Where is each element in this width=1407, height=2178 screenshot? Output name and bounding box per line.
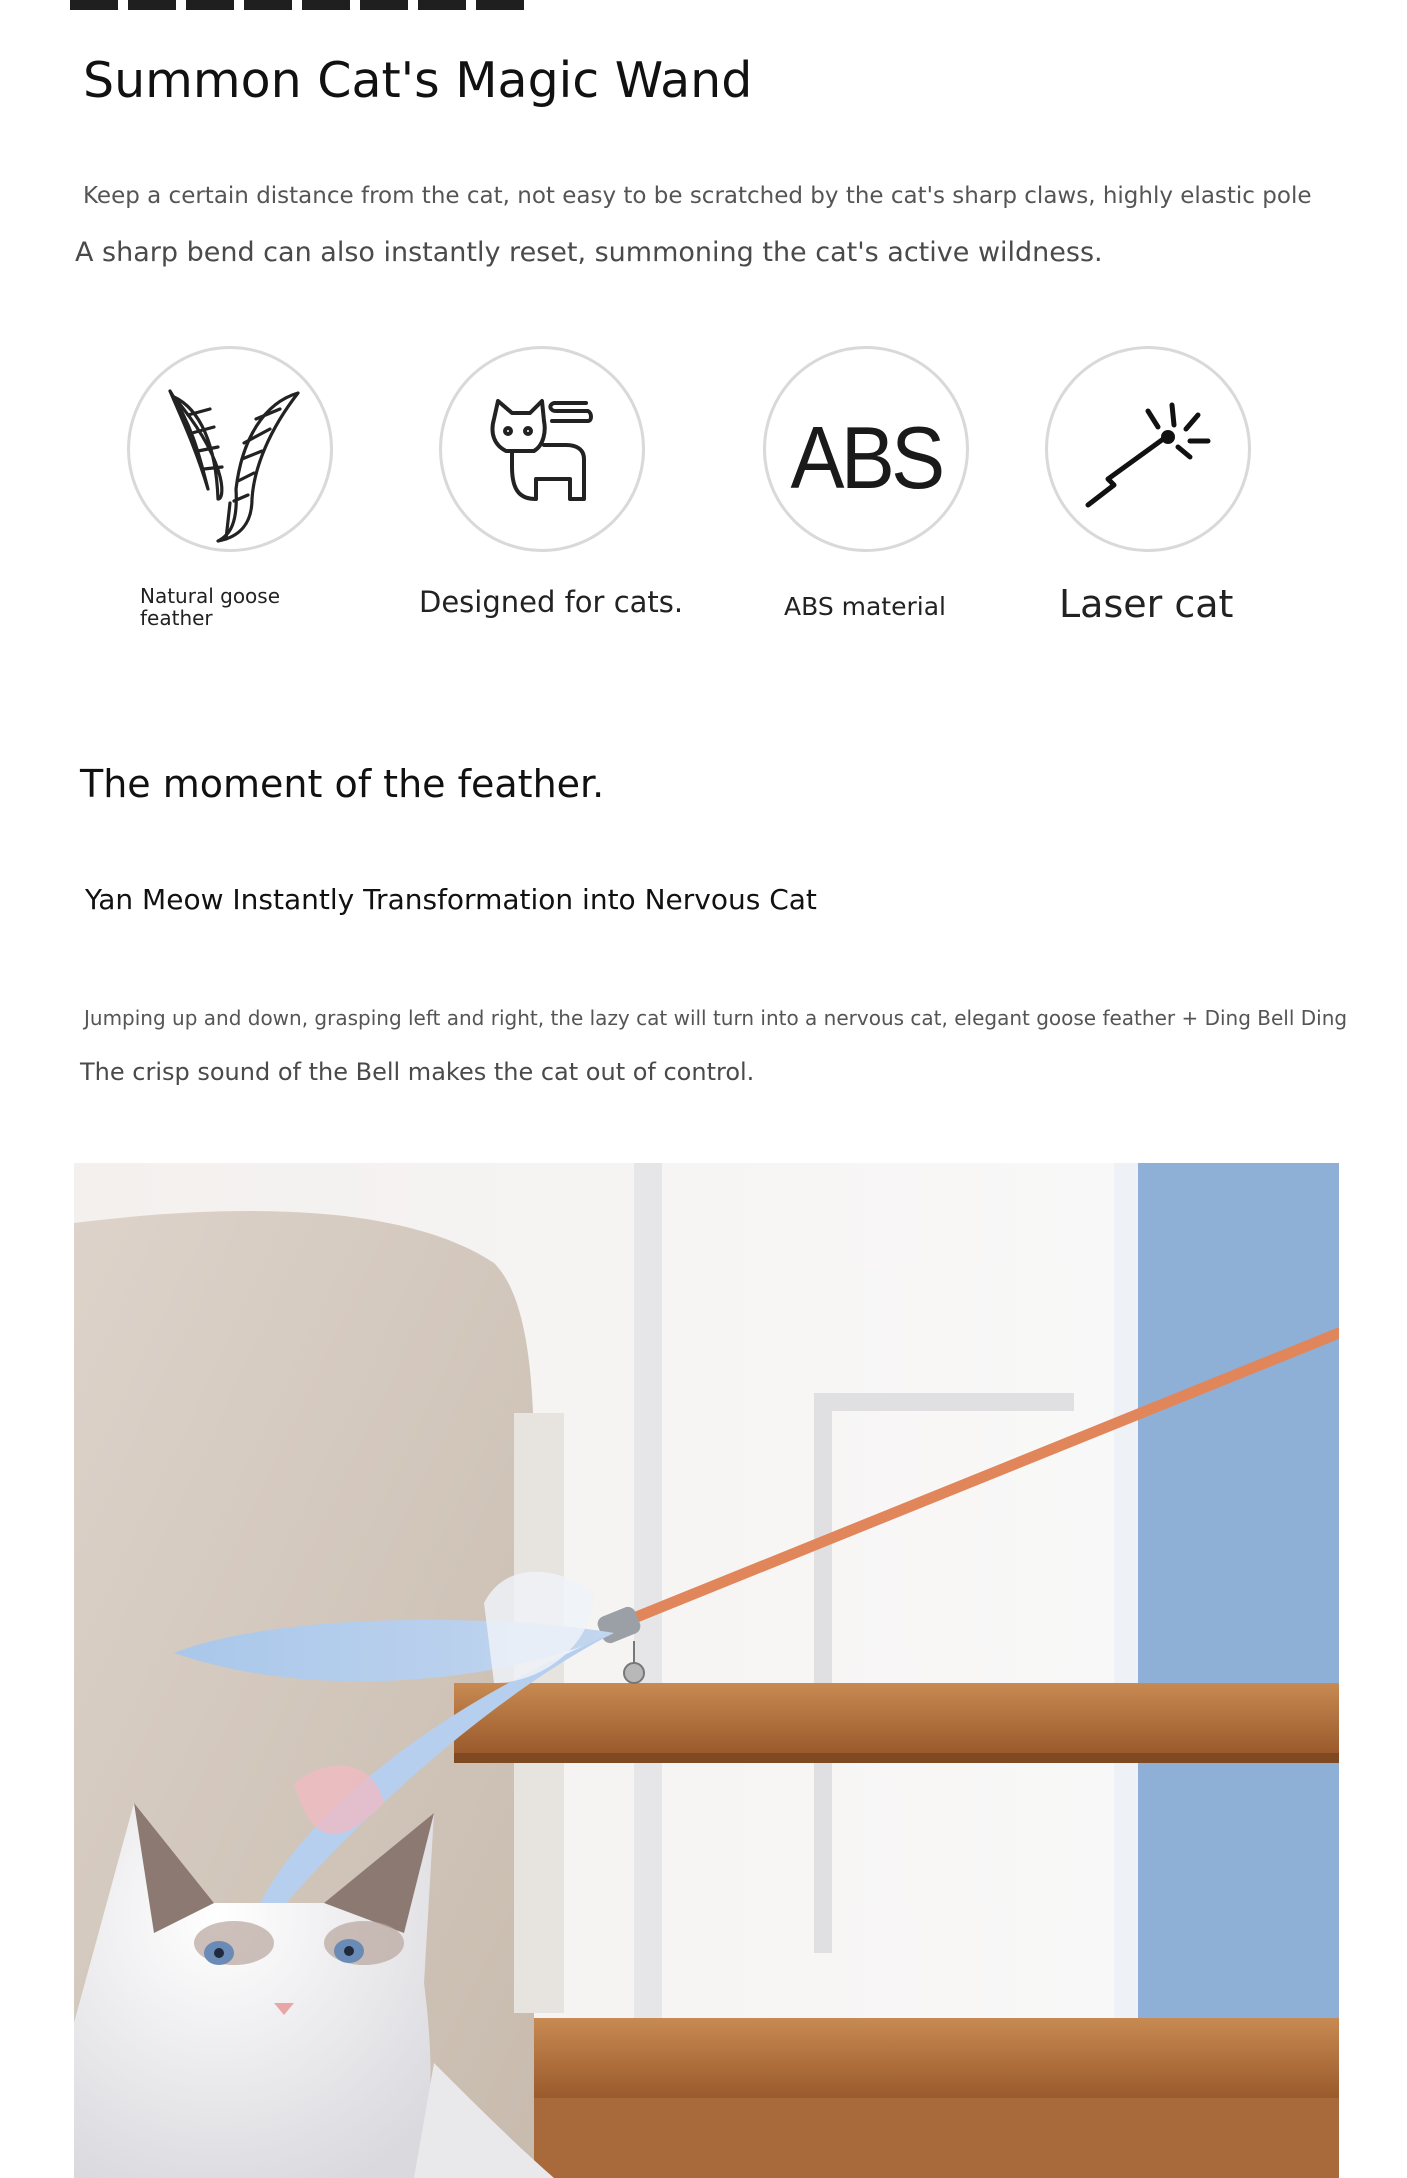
description-line-2: A sharp bend can also instantly reset, summoning the cat's active wildness. xyxy=(75,237,1103,268)
feature-feather xyxy=(127,346,333,552)
abs-icon: ABS xyxy=(790,408,942,507)
cat-playing-with-feather-wand-photo xyxy=(74,1163,1339,2178)
feature-label-abs: ABS material xyxy=(784,592,946,621)
description-line-1: Keep a certain distance from the cat, not easy to be scratched by the cat's sharp claws, highly elastic pole xyxy=(83,183,1312,209)
feature-label-feather: Natural goose feather xyxy=(140,584,281,630)
feature-label-laser: Laser cat xyxy=(1059,582,1234,626)
feature-label-cat: Designed for cats. xyxy=(419,585,684,619)
cat-icon xyxy=(442,349,642,549)
feature-laser xyxy=(1045,346,1251,552)
feather-icon xyxy=(130,349,330,549)
description-line-3: Jumping up and down, grasping left and right, the lazy cat will turn into a nervous cat, elegant goose feather + Ding Bell Ding xyxy=(84,1006,1348,1030)
section-subtitle: Yan Meow Instantly Transformation into Nervous Cat xyxy=(85,883,817,916)
section-title-2: The moment of the feather. xyxy=(80,762,605,806)
cropped-heading-decoration xyxy=(70,0,534,10)
feature-cat xyxy=(439,346,645,552)
feature-abs xyxy=(763,346,969,552)
description-line-4: The crisp sound of the Bell makes the cat out of control. xyxy=(80,1058,755,1086)
magic-wand-icon xyxy=(1048,349,1248,549)
section-title: Summon Cat's Magic Wand xyxy=(83,52,753,109)
